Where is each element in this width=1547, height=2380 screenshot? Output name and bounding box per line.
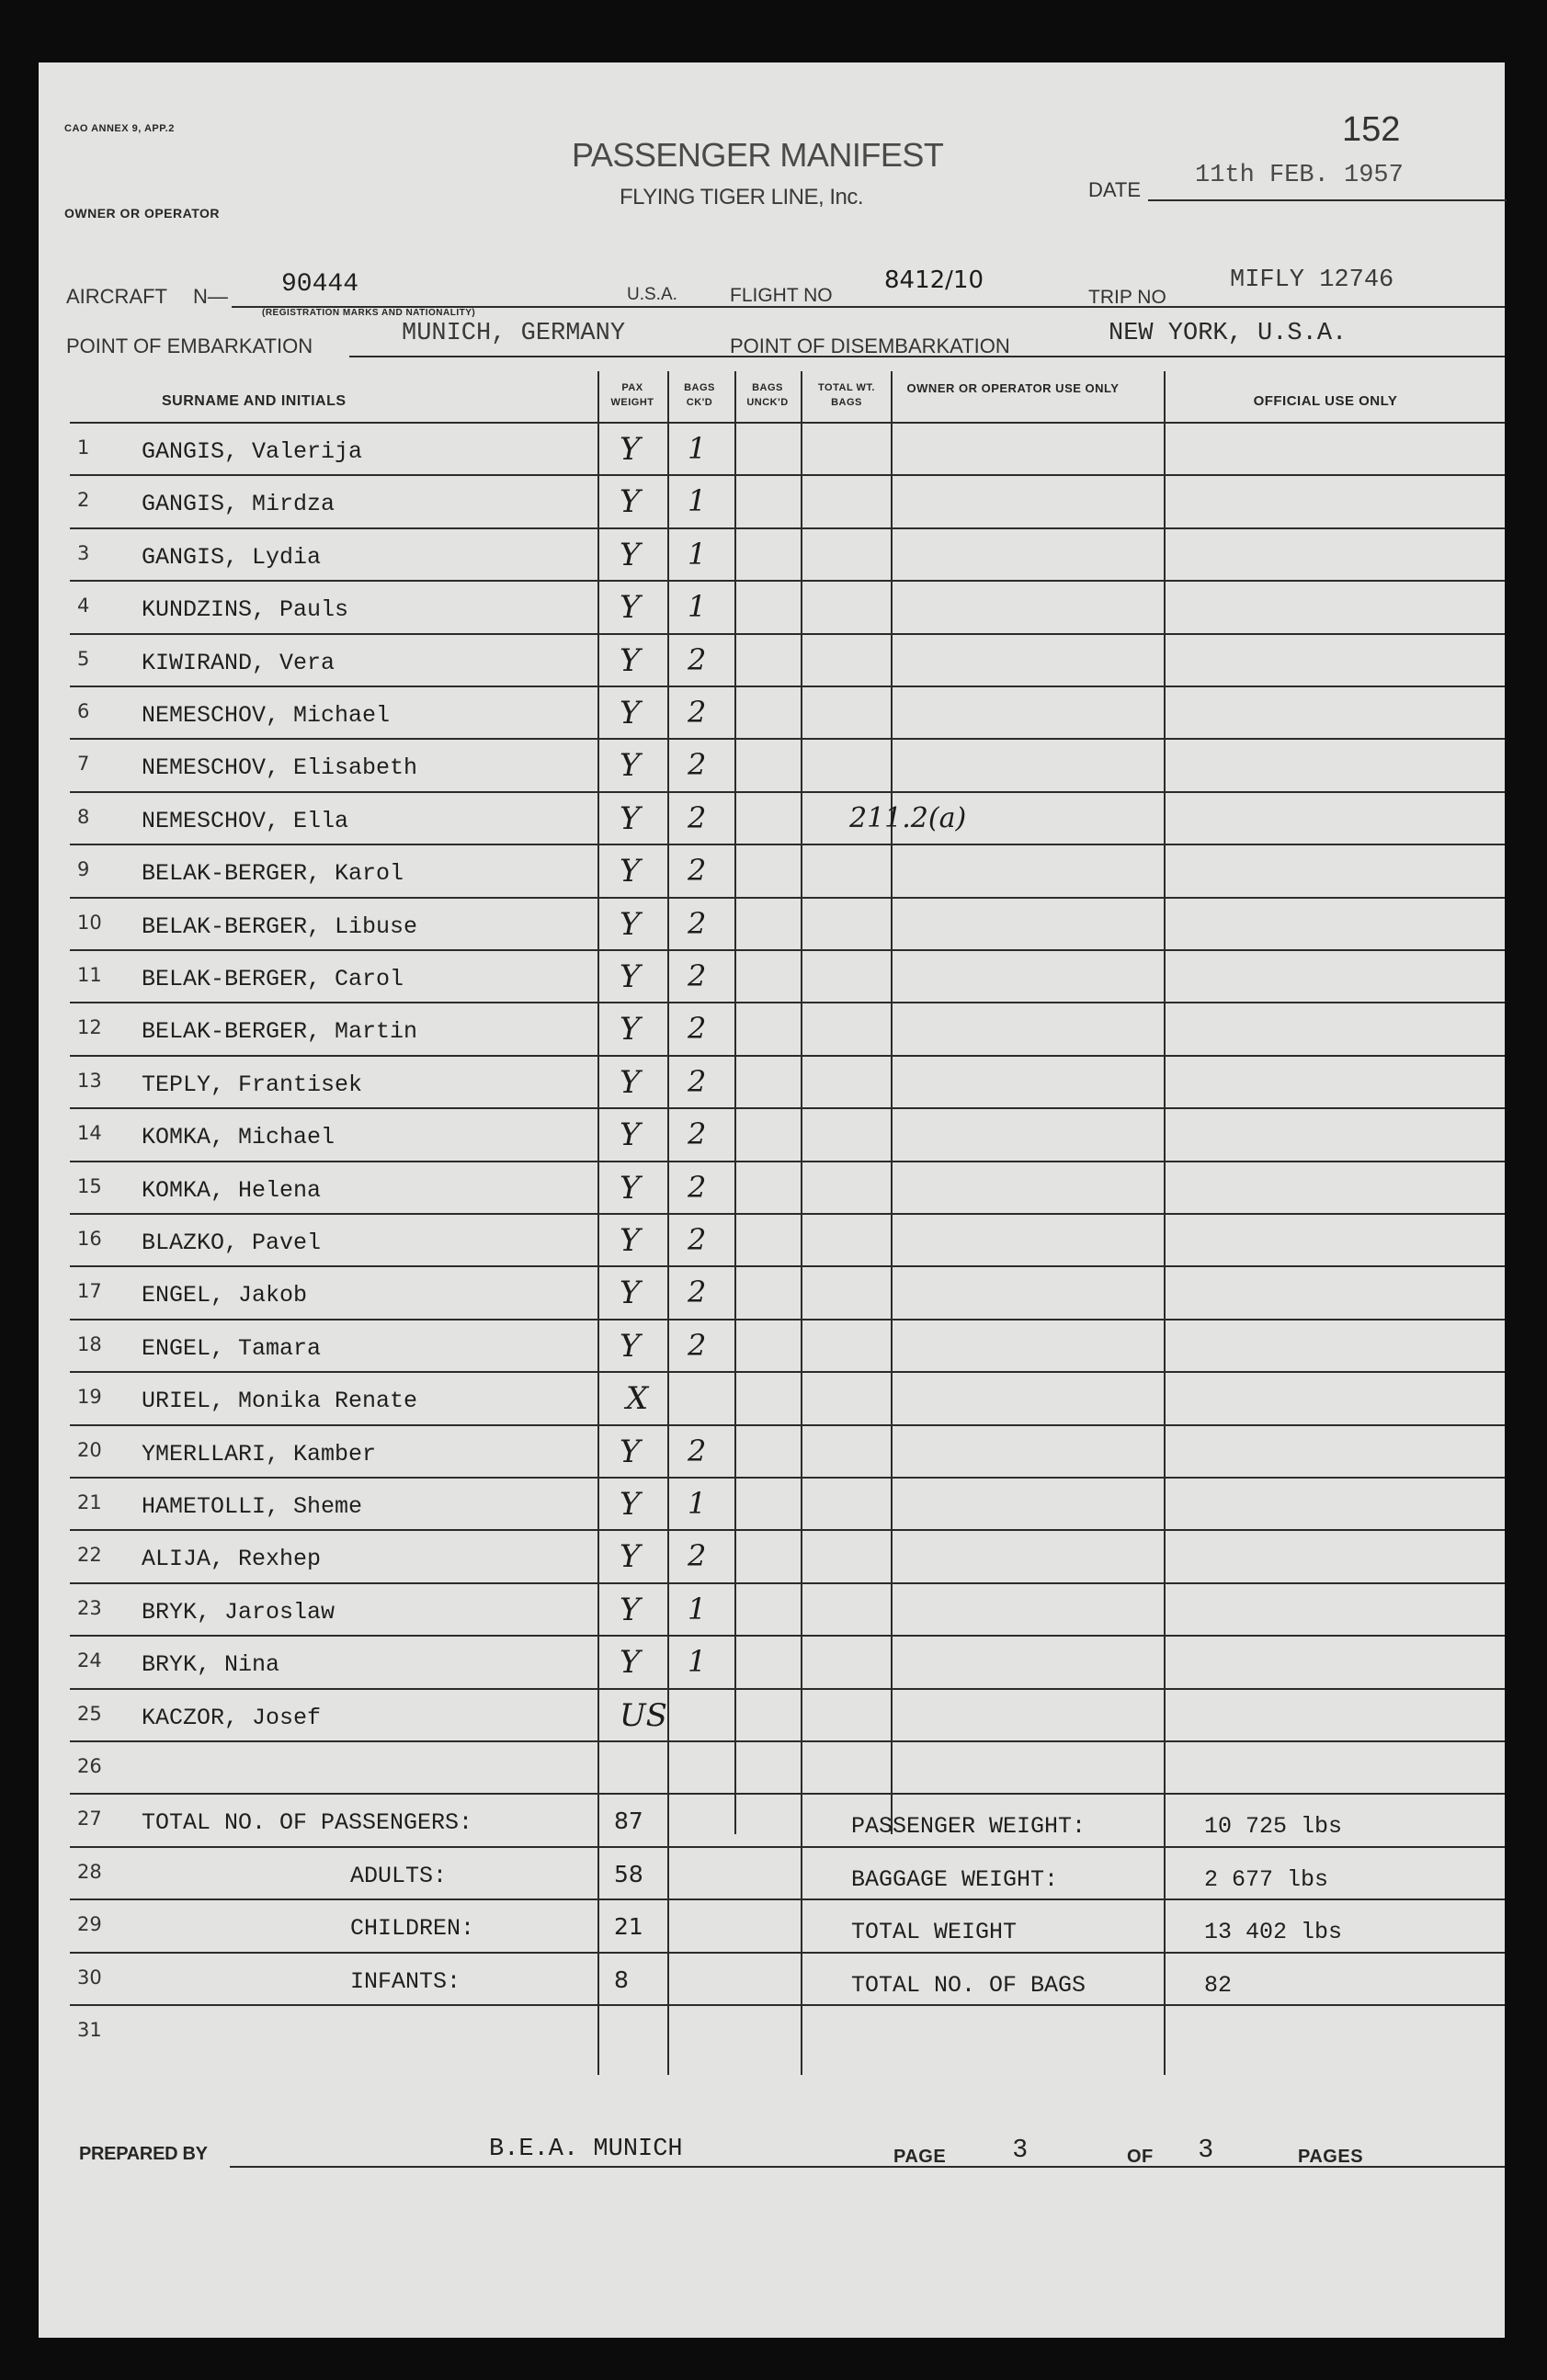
row-number: 14: [77, 1122, 102, 1145]
row-number: 6: [77, 700, 90, 722]
row-number: 1: [77, 436, 90, 459]
pax-check-mark: Y: [620, 431, 641, 468]
prepared-by: B.E.A. MUNICH: [489, 2136, 683, 2163]
embarkation-label: POINT OF EMBARKATION: [66, 334, 313, 357]
row-number: 29: [77, 1913, 102, 1936]
row-number: 28: [77, 1860, 102, 1883]
pax-check-mark: Y: [620, 589, 641, 627]
passenger-name: YMERLLARI, Kamber: [142, 1440, 377, 1468]
row-number: 7: [77, 753, 90, 776]
pax-check-mark: Y: [620, 1222, 641, 1259]
passenger-name: GANGIS, Mirdza: [142, 491, 336, 518]
passenger-name: ENGEL, Tamara: [142, 1334, 322, 1362]
row-number: 12: [77, 1016, 102, 1039]
weight-value: 2 677 lbs: [1204, 1865, 1329, 1893]
pax-check-mark: Y: [620, 747, 641, 785]
weight-value: 82: [1204, 1971, 1233, 1999]
passenger-name: BELAK-BERGER, Karol: [142, 860, 404, 888]
nationality: U.S.A.: [627, 285, 677, 304]
bags-checked: 2: [688, 1063, 707, 1099]
pax-check-mark: US: [620, 1696, 667, 1734]
bags-checked: 2: [688, 747, 707, 783]
row-number: 20: [77, 1438, 102, 1461]
bags-checked: 2: [688, 1433, 707, 1468]
passenger-name: ALIJA, Rexhep: [142, 1546, 322, 1573]
pax-check-mark: Y: [620, 1591, 641, 1628]
passenger-name: NEMESCHOV, Michael: [142, 702, 391, 729]
passenger-name: KACZOR, Josef: [142, 1704, 322, 1731]
pax-check-mark: Y: [620, 483, 641, 521]
passenger-name: HAMETOLLI, Sheme: [142, 1493, 363, 1520]
bags-checked: 1: [688, 1644, 707, 1680]
col-surname: SURNAME AND INITIALS: [162, 393, 347, 409]
embarkation-point: MUNICH, GERMANY: [402, 320, 626, 347]
company-name: FLYING TIGER LINE, Inc.: [620, 185, 864, 210]
pax-check-mark: X: [626, 1380, 649, 1418]
bags-checked: 2: [688, 1275, 707, 1310]
passenger-name: GANGIS, Lydia: [142, 543, 322, 571]
pax-check-mark: Y: [620, 1116, 641, 1154]
bags-checked: 1: [688, 536, 707, 572]
manifest-table: [70, 371, 1505, 2075]
bags-checked: 1: [688, 589, 707, 625]
passenger-name: BELAK-BERGER, Libuse: [142, 912, 418, 940]
weight-label: TOTAL WEIGHT: [851, 1919, 1018, 1946]
row-number: 23: [77, 1596, 102, 1619]
trip-number: MIFLY 12746: [1230, 266, 1394, 294]
bags-checked: 2: [688, 1116, 707, 1152]
passenger-name: NEMESCHOV, Ella: [142, 807, 349, 834]
passenger-name: BELAK-BERGER, Martin: [142, 1018, 418, 1046]
pax-check-mark: Y: [620, 905, 641, 943]
totals-value: 87: [614, 1808, 643, 1835]
of-label: OF: [1127, 2147, 1154, 2167]
bags-checked: 2: [688, 1327, 707, 1363]
form-code: CAO ANNEX 9, APP.2: [64, 123, 175, 134]
weight-label: BAGGAGE WEIGHT:: [851, 1865, 1059, 1893]
page-value: 3: [1013, 2134, 1028, 2162]
row-number: 11: [77, 964, 102, 986]
row-number: 4: [77, 595, 90, 618]
row-number: 13: [77, 1069, 102, 1092]
pax-check-mark: Y: [620, 1169, 641, 1207]
bags-checked: 1: [688, 483, 707, 519]
pax-check-mark: Y: [620, 1327, 641, 1365]
col-bags-ckd: BAGS CK'D: [684, 382, 715, 408]
weight-value: 10 725 lbs: [1204, 1813, 1343, 1841]
row-number: 30: [77, 1966, 102, 1989]
bags-checked: 2: [688, 1169, 707, 1205]
bags-checked: 1: [688, 431, 707, 466]
pax-check-mark: Y: [620, 958, 641, 995]
row-number: 3: [77, 541, 90, 564]
weight-label: TOTAL NO. OF BAGS: [851, 1971, 1086, 1999]
col-bags-unckd: BAGS UNCK'D: [746, 382, 789, 408]
manifest-sheet: [39, 62, 1505, 2338]
bags-checked: 2: [688, 695, 707, 730]
pax-check-mark: Y: [620, 641, 641, 679]
owner-label: OWNER OR OPERATOR: [64, 206, 220, 221]
passenger-name: KOMKA, Helena: [142, 1176, 322, 1204]
passenger-name: KIWIRAND, Vera: [142, 649, 336, 676]
bags-checked: 1: [688, 1486, 707, 1521]
pax-check-mark: Y: [620, 1011, 641, 1048]
bags-checked: 2: [688, 1222, 707, 1257]
passenger-name: GANGIS, Valerija: [142, 438, 363, 465]
page-number: 152: [1342, 110, 1401, 149]
totals-label: INFANTS:: [350, 1967, 461, 1995]
col-total-wt-bags: TOTAL WT. BAGS: [818, 382, 875, 408]
row-number: 21: [77, 1491, 102, 1513]
row-number: 19: [77, 1386, 102, 1409]
date-label: DATE: [1088, 178, 1142, 201]
bags-checked: 2: [688, 1011, 707, 1047]
disembarkation-label: POINT OF DISEMBARKATION: [730, 334, 1010, 357]
row-number: 15: [77, 1174, 102, 1197]
total-wt-note: 211.2(a): [849, 801, 967, 834]
col-official-use: OFFICIAL USE ONLY: [1253, 393, 1398, 409]
passenger-name: BELAK-BERGER, Carol: [142, 966, 404, 992]
bags-checked: 2: [688, 958, 707, 993]
bags-checked: 2: [688, 641, 707, 677]
totals-value: 8: [614, 1966, 629, 1993]
row-number: 9: [77, 858, 90, 881]
row-number: 17: [77, 1280, 102, 1303]
flight-number: 8412/10: [884, 266, 984, 294]
totals-value: 58: [614, 1860, 643, 1887]
weight-value: 13 402 lbs: [1204, 1919, 1343, 1946]
pax-check-mark: Y: [620, 1433, 641, 1470]
row-number: 27: [77, 1808, 102, 1830]
row-number: 8: [77, 805, 90, 828]
pax-check-mark: Y: [620, 799, 641, 837]
totals-label: ADULTS:: [350, 1862, 448, 1889]
col-owner-use: OWNER OR OPERATOR USE ONLY: [906, 381, 1120, 395]
row-number: 24: [77, 1649, 102, 1672]
row-number: 22: [77, 1544, 102, 1567]
bags-checked: 2: [688, 799, 707, 835]
pax-check-mark: Y: [620, 1538, 641, 1576]
pax-check-mark: Y: [620, 695, 641, 731]
aircraft-label: AIRCRAFT: [66, 285, 167, 308]
passenger-name: KOMKA, Michael: [142, 1124, 336, 1151]
totals-label: CHILDREN:: [350, 1915, 475, 1943]
passenger-name: BRYK, Nina: [142, 1651, 280, 1679]
pax-check-mark: Y: [620, 1486, 641, 1523]
passenger-name: NEMESCHOV, Elisabeth: [142, 754, 418, 782]
pages-label: PAGES: [1298, 2147, 1364, 2167]
row-number: 16: [77, 1228, 102, 1250]
passenger-name: KUNDZINS, Pauls: [142, 596, 349, 624]
passenger-name: TEPLY, Frantisek: [142, 1071, 363, 1098]
pax-check-mark: Y: [620, 1275, 641, 1312]
disembarkation-point: NEW YORK, U.S.A.: [1109, 320, 1348, 347]
totals-value: 21: [614, 1913, 643, 1941]
row-number: 5: [77, 647, 90, 670]
row-number: 18: [77, 1332, 102, 1355]
page-label: PAGE: [893, 2147, 947, 2167]
col-pax-weight: PAX WEIGHT: [610, 382, 654, 408]
row-number: 26: [77, 1755, 102, 1777]
passenger-name: ENGEL, Jakob: [142, 1282, 308, 1309]
totals-label: TOTAL NO. OF PASSENGERS:: [142, 1809, 473, 1837]
pax-check-mark: Y: [620, 1063, 641, 1101]
passenger-name: URIEL, Monika Renate: [142, 1388, 418, 1415]
passenger-name: BRYK, Jaroslaw: [142, 1598, 336, 1626]
of-value: 3: [1199, 2134, 1213, 2162]
bags-checked: 2: [688, 905, 707, 941]
date-value: 11th FEB. 1957: [1195, 162, 1404, 189]
bags-checked: 2: [688, 1538, 707, 1574]
prepared-by-label: PREPARED BY: [79, 2144, 208, 2164]
row-number: 31: [77, 2019, 102, 2041]
row-number: 2: [77, 489, 90, 512]
flight-label: FLIGHT NO: [730, 285, 833, 306]
pax-check-mark: Y: [620, 1644, 641, 1682]
aircraft-prefix: N—: [193, 285, 228, 308]
passenger-name: BLAZKO, Pavel: [142, 1230, 322, 1256]
bags-checked: 1: [688, 1591, 707, 1626]
form-title: PASSENGER MANIFEST: [572, 136, 944, 174]
pax-check-mark: Y: [620, 853, 641, 890]
trip-label: TRIP NO: [1088, 287, 1166, 308]
row-number: 25: [77, 1702, 102, 1725]
registration-note: (REGISTRATION MARKS AND NATIONALITY): [262, 308, 476, 318]
weight-label: PASSENGER WEIGHT:: [851, 1813, 1086, 1841]
bags-checked: 2: [688, 853, 707, 889]
row-number: 10: [77, 911, 102, 934]
aircraft-number: 90444: [281, 270, 359, 299]
pax-check-mark: Y: [620, 536, 641, 573]
